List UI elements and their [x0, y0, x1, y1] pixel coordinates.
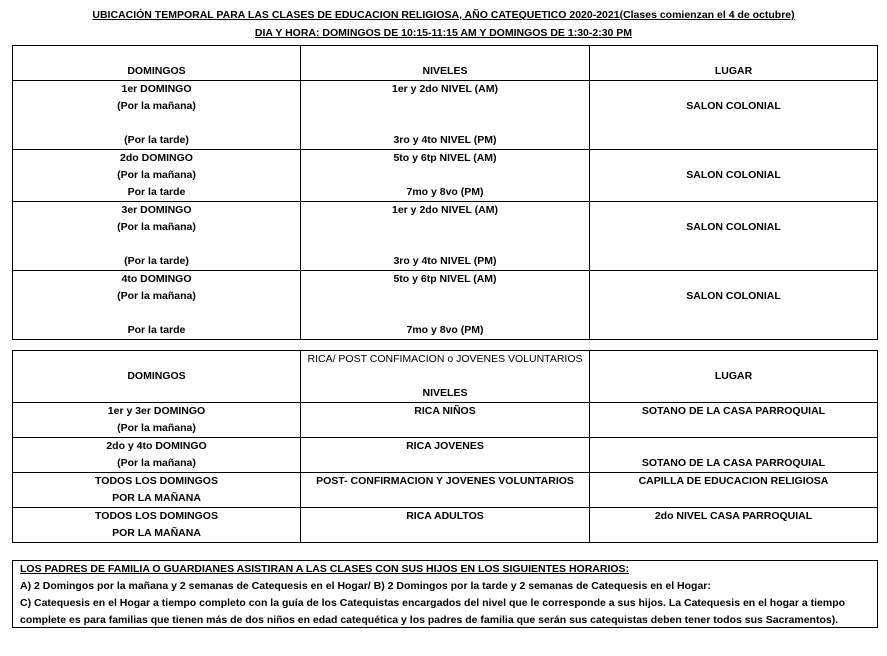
cell-text: (Por la mañana)	[117, 457, 196, 469]
cell-niveles	[301, 81, 590, 150]
header-row	[13, 351, 878, 403]
header-cell-domingos	[13, 351, 301, 403]
cell-text	[301, 46, 589, 63]
table-row	[13, 403, 878, 438]
cell-text	[301, 305, 589, 322]
cell-text: NIVELES	[422, 65, 468, 77]
cell-text: NIVELES	[422, 387, 468, 399]
cell-niveles	[301, 202, 590, 271]
cell-niveles	[301, 271, 590, 340]
header-cell-lugar	[590, 351, 878, 403]
cell-text: 2do NIVEL CASA PARROQUIAL	[654, 510, 813, 522]
cell-text: 1er y 2do NIVEL (AM)	[392, 83, 498, 95]
cell-text	[13, 351, 300, 368]
cell-text	[301, 368, 589, 385]
cell-text	[590, 81, 877, 98]
header-cell-lugar	[590, 46, 878, 81]
cell-text	[13, 305, 300, 322]
parents-notes	[12, 560, 878, 628]
cell-text: RICA JOVENES	[406, 440, 484, 452]
cell-text	[13, 236, 300, 253]
cell-domingos	[13, 403, 301, 438]
table-row	[13, 508, 878, 543]
cell-text: POR LA MAÑANA	[112, 492, 201, 504]
cell-text	[13, 46, 300, 63]
table-row	[13, 81, 878, 150]
cell-text: LUGAR	[714, 370, 753, 382]
cell-lugar	[590, 150, 878, 202]
cell-text: POST- CONFIRMACION Y JOVENES VOLUNTARIOS	[316, 475, 574, 487]
table-row	[13, 271, 878, 340]
cell-text: SOTANO DE LA CASA PARROQUIAL	[641, 457, 826, 469]
cell-domingos	[13, 150, 301, 202]
table-row	[13, 202, 878, 271]
cell-lugar	[590, 403, 878, 438]
cell-domingos	[13, 271, 301, 340]
page-title: UBICACIÓN TEMPORAL PARA LAS CLASES DE EDUCACION RELIGIOSA, AÑO CATEQUETICO 2020-2021(Clases comienzan el 4 de octubre)	[92, 9, 795, 21]
cell-text	[590, 46, 877, 63]
cell-text: 3er DOMINGO	[121, 204, 192, 216]
cell-text: POR LA MAÑANA	[112, 527, 201, 539]
header-cell-niveles	[301, 351, 590, 403]
cell-lugar	[590, 271, 878, 340]
cell-niveles	[301, 150, 590, 202]
header-row	[13, 46, 878, 81]
cell-text: 2do DOMINGO	[120, 152, 193, 164]
cell-text: (Por la mañana)	[117, 169, 196, 181]
cell-text: 2do y 4to DOMINGO	[106, 440, 207, 452]
cell-domingos	[13, 202, 301, 271]
cell-text: 1er y 3er DOMINGO	[107, 405, 206, 417]
cell-domingos	[13, 438, 301, 473]
cell-text: SALON COLONIAL	[686, 100, 781, 112]
notes-line: complete es para familias que tienen más de dos niños en edad catequética y los padres de familia que serán sus catequistas deben tener todos sus Sacramentos).	[20, 614, 839, 626]
header-cell-niveles	[301, 46, 590, 81]
notes-heading: LOS PADRES DE FAMILIA O GUARDIANES ASISTIRAN A LAS CLASES CON SUS HIJOS EN LOS SIGUIENTES HORARIOS:	[20, 563, 630, 575]
cell-text: SALON COLONIAL	[686, 221, 781, 233]
header-cell-domingos	[13, 46, 301, 81]
page-subtitle: DIA Y HORA: DOMINGOS DE 10:15-11:15 AM Y DOMINGOS DE 1:30-2:30 PM	[254, 27, 633, 39]
cell-text: 7mo y 8vo (PM)	[406, 186, 484, 198]
notes-line: C) Catequesis en el Hogar a tiempo completo con la guía de los Catequistas encargados del nivel que le corresponde a sus hijos. La Catequesis en el hogar a tiempo	[20, 597, 846, 609]
cell-text	[590, 438, 877, 455]
cell-niveles	[301, 473, 590, 508]
cell-lugar	[590, 202, 878, 271]
table-row	[13, 438, 878, 473]
cell-text: CAPILLA DE EDUCACION RELIGIOSA	[638, 475, 829, 487]
cell-text: 1er y 2do NIVEL (AM)	[392, 204, 498, 216]
cell-text	[301, 167, 589, 184]
cell-text: RICA NIÑOS	[414, 405, 476, 417]
cell-niveles	[301, 508, 590, 543]
rica-table	[12, 350, 878, 543]
cell-text: RICA ADULTOS	[406, 510, 484, 522]
cell-text: (Por la mañana)	[117, 290, 196, 302]
cell-text	[301, 98, 589, 115]
cell-text	[590, 351, 877, 368]
cell-domingos	[13, 473, 301, 508]
cell-domingos	[13, 81, 301, 150]
cell-text	[301, 288, 589, 305]
cell-text: (Por la tarde)	[124, 134, 189, 146]
cell-text: 1er DOMINGO	[121, 83, 192, 95]
cell-text	[301, 115, 589, 132]
cell-text: Por la tarde	[127, 186, 186, 198]
table-row	[13, 150, 878, 202]
cell-text: DOMINGOS	[127, 370, 186, 382]
cell-text	[590, 150, 877, 167]
cell-niveles	[301, 438, 590, 473]
cell-lugar	[590, 438, 878, 473]
cell-text: SALON COLONIAL	[686, 290, 781, 302]
cell-text: (Por la mañana)	[117, 221, 196, 233]
cell-text: SALON COLONIAL	[686, 169, 781, 181]
cell-text: 4to DOMINGO	[121, 273, 192, 285]
cell-text	[301, 219, 589, 236]
cell-text	[590, 202, 877, 219]
schedule-table	[12, 45, 878, 340]
cell-text: TODOS LOS DOMINGOS	[95, 510, 218, 522]
cell-text: (Por la mañana)	[117, 422, 196, 434]
cell-text: 3ro y 4to NIVEL (PM)	[393, 255, 497, 267]
cell-lugar	[590, 473, 878, 508]
cell-text: (Por la mañana)	[117, 100, 196, 112]
cell-text: SOTANO DE LA CASA PARROQUIAL	[641, 405, 826, 417]
cell-text: 5to y 6tp NIVEL (AM)	[393, 273, 497, 285]
cell-lugar	[590, 508, 878, 543]
cell-text	[301, 236, 589, 253]
cell-text: 5to y 6tp NIVEL (AM)	[393, 152, 497, 164]
table-row	[13, 473, 878, 508]
cell-domingos	[13, 508, 301, 543]
cell-text: RICA/ POST CONFIMACION o JOVENES VOLUNTARIOS	[307, 353, 583, 365]
cell-text	[13, 115, 300, 132]
cell-text: (Por la tarde)	[124, 255, 189, 267]
notes-line: A) 2 Domingos por la mañana y 2 semanas de Catequesis en el Hogar/ B) 2 Domingos por la tarde y 2 semanas de Catequesis en el Hogar:	[20, 580, 711, 592]
cell-niveles	[301, 403, 590, 438]
cell-lugar	[590, 81, 878, 150]
cell-text: DOMINGOS	[127, 65, 186, 77]
cell-text: TODOS LOS DOMINGOS	[95, 475, 218, 487]
cell-text: Por la tarde	[127, 324, 186, 336]
cell-text	[590, 271, 877, 288]
cell-text: 3ro y 4to NIVEL (PM)	[393, 134, 497, 146]
cell-text: LUGAR	[714, 65, 753, 77]
cell-text: 7mo y 8vo (PM)	[406, 324, 484, 336]
